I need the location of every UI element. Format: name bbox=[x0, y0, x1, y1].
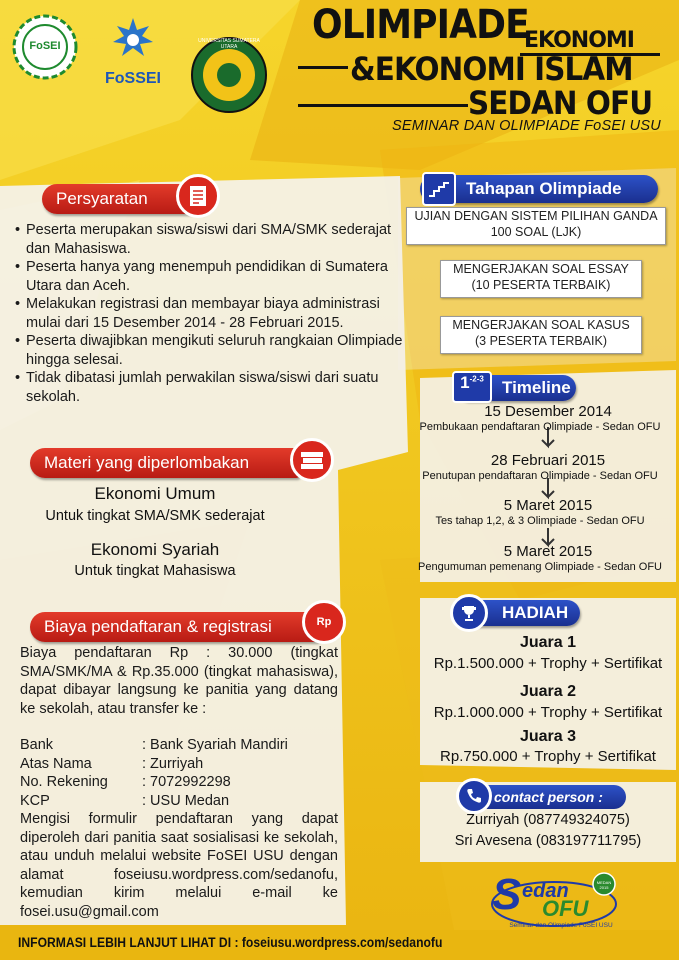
prize-rank: Juara 2 bbox=[519, 683, 577, 700]
title-olimpiade: OLIMPIADE bbox=[312, 2, 529, 48]
materi-label: Materi yang diperlombakan bbox=[44, 453, 250, 472]
bank-row bbox=[20, 792, 338, 811]
contact-header bbox=[472, 785, 626, 809]
timeline-desc: Pembukaan pendaftaran Olimpiade - Sedan OFU bbox=[419, 421, 661, 433]
timeline-date: 5 Maret 2015 bbox=[503, 497, 593, 514]
requirement-item: • Peserta merupakan siswa/siswi dari SMA/SMK sederajat dan Mahasiswa. bbox=[26, 221, 406, 258]
stage-box bbox=[440, 316, 642, 354]
bank-row bbox=[20, 773, 338, 792]
biaya-outro: Mengisi formulir pendaftaran yang dapat diperoleh dari panitia saat sosialisasi ke sekolah, atau unduh melalui website FoSEI USU dengan alamat foseiusu.wordpress.com/sedanofu, kemudian kirim melalui e-mail ke fosei.usu@gmail.com bbox=[20, 811, 338, 920]
usu-logo-text: UNIVERSITAS SUMATERA UTARA bbox=[198, 38, 260, 50]
biaya-label: Biaya pendaftaran & registrasi bbox=[44, 617, 272, 636]
prize-rank: Juara 1 bbox=[519, 634, 577, 651]
biaya-header bbox=[30, 612, 320, 642]
timeline-icon-sup: -2-3 bbox=[469, 374, 484, 384]
stage-line-1: MENGERJAKAN SOAL ESSAY bbox=[453, 262, 629, 276]
timeline-desc: Tes tahap 1,2, & 3 Olimpiade - Sedan OFU bbox=[435, 515, 645, 527]
footer-info: INFORMASI LEBIH LANJUT LIHAT DI : foseiusu.wordpress.com/sedanofu bbox=[18, 935, 443, 950]
timeline-date: 28 Februari 2015 bbox=[490, 452, 606, 469]
sedan-logo-s: S bbox=[492, 870, 522, 919]
timeline-date: 15 Desember 2014 bbox=[484, 403, 612, 420]
persyaratan-list bbox=[14, 221, 406, 406]
sedan-logo-badge: MEDAN 2015 bbox=[596, 880, 612, 890]
stage-box bbox=[406, 207, 666, 245]
bank-row-value: : 7072992298 bbox=[142, 774, 231, 790]
fosei-logo bbox=[12, 14, 78, 80]
bank-row-value: : Bank Syariah Mandiri bbox=[142, 737, 288, 753]
bank-row-value: : Zurriyah bbox=[142, 755, 204, 772]
requirement-item: • Peserta diwajibkan mengikuti seluruh rangkaian Olimpiade hingga selesai. bbox=[26, 332, 406, 369]
bank-row-key: No. Rekening bbox=[20, 774, 108, 790]
timeline-icon bbox=[452, 371, 492, 403]
bank-row-key: Bank bbox=[20, 737, 54, 753]
stage-line-1: MENGERJAKAN SOAL KASUS bbox=[452, 318, 630, 332]
title-rule-3 bbox=[298, 104, 468, 107]
timeline-desc: Pengumuman pemenang Olimpiade - Sedan OFU bbox=[418, 561, 662, 573]
bank-row-key: Atas Nama bbox=[20, 755, 92, 772]
contact-person: Zurriyah (087749324075) bbox=[466, 812, 630, 828]
bank-row-value: : USU Medan bbox=[142, 792, 230, 809]
requirement-item: • Melakukan registrasi dan membayar biaya administrasi mulai dari 15 Desember 2014 - 28 Februari 2015. bbox=[26, 295, 406, 332]
document-icon bbox=[176, 174, 220, 218]
bank-details bbox=[20, 736, 338, 810]
prize-value: Rp.1.500.000 + Trophy + Sertifikat bbox=[433, 655, 663, 672]
materi-header bbox=[30, 448, 300, 478]
trophy-icon bbox=[450, 594, 488, 632]
hadiah-label: HADIAH bbox=[502, 603, 569, 622]
persyaratan-label: Persyaratan bbox=[56, 189, 148, 208]
timeline-date: 5 Maret 2015 bbox=[503, 543, 593, 560]
sedan-logo-ofu: OFU bbox=[542, 896, 589, 921]
timeline-icon-text: 1 bbox=[460, 373, 470, 392]
title-rule-2 bbox=[298, 66, 348, 69]
title-ekonomi: EKONOMI bbox=[524, 28, 634, 53]
usu-logo bbox=[190, 36, 268, 114]
stairs-icon bbox=[422, 172, 456, 206]
prize-value: Rp.750.000 + Trophy + Sertifikat bbox=[440, 748, 656, 765]
timeline-desc: Penutupan pendaftaran Olimpiade - Sedan OFU bbox=[422, 470, 658, 482]
sedan-logo-edan: edan bbox=[522, 880, 569, 902]
money-icon-text: Rp bbox=[316, 616, 332, 628]
bank-row bbox=[20, 755, 338, 774]
fossei-logo-text: FoSSEI bbox=[104, 70, 161, 87]
materi-item-1-name: Ekonomi Umum bbox=[94, 484, 216, 503]
stage-line-1: UJIAN DENGAN SISTEM PILIHAN GANDA bbox=[414, 209, 658, 223]
stage-line-2: (10 PESERTA TERBAIK) bbox=[471, 278, 611, 292]
materi-item-2-name: Ekonomi Syariah bbox=[90, 540, 220, 559]
phone-icon bbox=[456, 778, 492, 814]
requirement-item: • Tidak dibatasi jumlah perwakilan siswa/siswi dari suatu sekolah. bbox=[26, 369, 406, 406]
materi-item-2-desc: Untuk tingkat Mahasiswa bbox=[74, 563, 236, 579]
stage-box bbox=[440, 260, 642, 298]
stage-line-2: 100 SOAL (LJK) bbox=[490, 225, 582, 239]
fosei-logo-text: FoSEI bbox=[29, 40, 61, 52]
materi-item-1-desc: Untuk tingkat SMA/SMK sederajat bbox=[45, 508, 265, 524]
money-icon bbox=[302, 600, 346, 644]
prize-value: Rp.1.000.000 + Trophy + Sertifikat bbox=[433, 704, 663, 721]
biaya-intro: Biaya pendaftaran Rp : 30.000 (tingkat SMA/SMK/MA & Rp.35.000 (tingkat mahasiswa), dapat dibayar langsung ke panitia yang datang ke sekolah, atau transfer ke : bbox=[20, 645, 338, 717]
contact-person: Sri Avesena (083197711795) bbox=[454, 833, 642, 849]
bank-row-key: KCP bbox=[20, 792, 50, 809]
sedan-logo-tagline: Seminar dan Olimpiade FoSEI USU bbox=[509, 922, 613, 929]
contact-label: contact person : bbox=[494, 789, 603, 805]
title-ekonomi-islam: &EKONOMI ISLAM bbox=[350, 50, 633, 88]
prize-rank: Juara 3 bbox=[519, 728, 577, 745]
tahapan-label: Tahapan Olimpiade bbox=[466, 179, 622, 198]
title-sedan-ofu: SEDAN OFU bbox=[468, 84, 653, 122]
stage-line-2: (3 PESERTA TERBAIK) bbox=[475, 334, 607, 348]
bank-row bbox=[20, 736, 338, 755]
subtitle: SEMINAR DAN OLIMPIADE FoSEI USU bbox=[392, 118, 661, 134]
sedan-ofu-logo bbox=[484, 870, 624, 932]
timeline-label: Timeline bbox=[502, 378, 571, 397]
requirement-item: • Peserta hanya yang menempuh pendidikan di Sumatera Utara dan Aceh. bbox=[26, 258, 406, 295]
fossei-logo bbox=[90, 14, 176, 94]
books-icon bbox=[290, 438, 334, 482]
